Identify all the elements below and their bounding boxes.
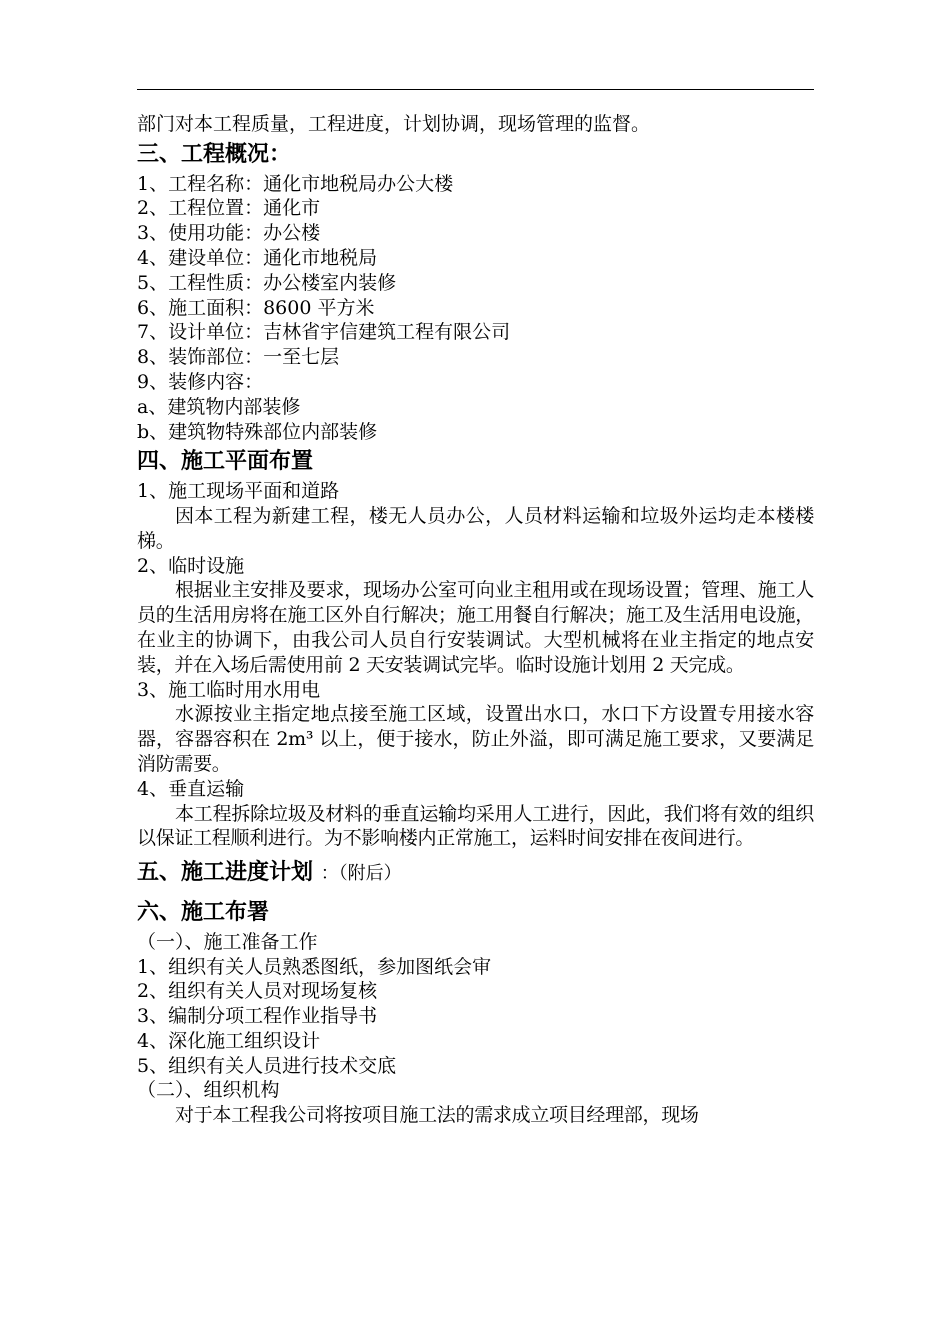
preparation-item: 3、编制分项工程作业指导书 bbox=[137, 1005, 378, 1028]
preparation-title: （一）、施工准备工作 bbox=[137, 930, 318, 953]
organization-title: （二）、组织机构 bbox=[137, 1079, 280, 1102]
overview-item: 8、装饰部位：一至七层 bbox=[137, 346, 340, 369]
vertical-transport-text: 本工程拆除垃圾及材料的垂直运输均采用人工进行，因此，我们将有效的组织以保证工程顺利进行。为不影响楼内正常施工，运料时间安排在夜间进行。 bbox=[137, 802, 814, 850]
continued-line: 部门对本工程质量，工程进度，计划协调，现场管理的监督。 bbox=[137, 113, 651, 135]
overview-item: 9、装修内容： bbox=[137, 370, 264, 393]
overview-item: 7、设计单位：吉林省宇信建筑工程有限公司 bbox=[137, 321, 511, 344]
section-6-heading: 六、施工布署 bbox=[137, 899, 270, 925]
preparation-item: 5、组织有关人员进行技术交底 bbox=[137, 1054, 397, 1077]
section-4-heading: 四、施工平面布置 bbox=[137, 449, 314, 475]
overview-item: a、建筑物内部装修 bbox=[137, 395, 301, 418]
temporary-facilities-text: 根据业主安排及要求，现场办公室可向业主租用或在现场设置；管理、施工人员的生活用房将在施工区外自行解决；施工用餐自行解决；施工及生活用电设施，在业主的协调下，由我公司人员自行安装调试。大型机械将在业主指定的地点安装，并在入场后需使用前 2 天安装调试完毕。临时设施计划用 2 天完成。 bbox=[137, 579, 814, 676]
organization-text: 对于本工程我公司将按项目施工法的需求成立项目经理部，现场 bbox=[175, 1104, 699, 1127]
header-rule bbox=[137, 89, 814, 90]
preparation-item: 4、深化施工组织设计 bbox=[137, 1029, 321, 1052]
document-body bbox=[137, 112, 814, 1128]
water-power-title: 3、施工临时用水用电 bbox=[137, 678, 321, 701]
overview-item: 2、工程位置：通化市 bbox=[137, 197, 321, 220]
project-overview-list bbox=[137, 172, 814, 445]
section-5-title: 五、施工进度计划 bbox=[137, 860, 314, 886]
overview-item: 6、施工面积：8600 平方米 bbox=[137, 296, 375, 319]
temporary-facilities-title: 2、临时设施 bbox=[137, 554, 245, 577]
site-roads-title: 1、施工现场平面和道路 bbox=[137, 480, 340, 503]
overview-item: 5、工程性质：办公楼室内装修 bbox=[137, 271, 397, 294]
preparation-item: 2、组织有关人员对现场复核 bbox=[137, 980, 378, 1003]
section-5-note: ：（附后） bbox=[320, 863, 402, 885]
preparation-list bbox=[137, 955, 814, 1079]
preparation-item: 1、组织有关人员熟悉图纸，参加图纸会审 bbox=[137, 955, 492, 978]
water-power-text: 水源按业主指定地点接至施工区域，设置出水口，水口下方设置专用接水容器，容器容积在 2m³ 以上，便于接水，防止外溢，即可满足施工要求，又要满足消防需要。 bbox=[137, 703, 814, 775]
overview-item: 1、工程名称：通化市地税局办公大楼 bbox=[137, 172, 454, 195]
overview-item: b、建筑物特殊部位内部装修 bbox=[137, 420, 378, 443]
section-3-heading: 三、工程概况： bbox=[137, 141, 292, 167]
overview-item: 4、建设单位：通化市地税局 bbox=[137, 246, 378, 269]
section-5-heading bbox=[137, 861, 814, 887]
site-roads-text: 因本工程为新建工程，楼无人员办公，人员材料运输和垃圾外运均走本楼楼梯。 bbox=[137, 504, 814, 552]
overview-item: 3、使用功能：办公楼 bbox=[137, 222, 321, 245]
vertical-transport-title: 4、垂直运输 bbox=[137, 777, 245, 800]
